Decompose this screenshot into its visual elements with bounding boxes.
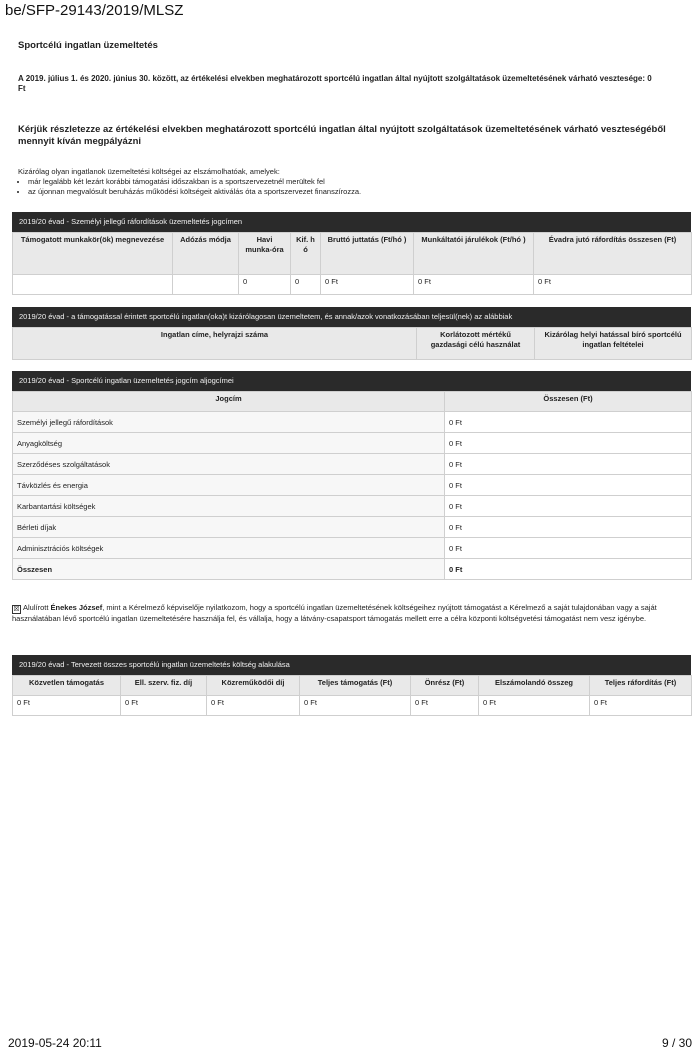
table-cell: Szerződéses szolgáltatások — [13, 454, 445, 475]
table-cell: 0 Ft — [300, 696, 411, 716]
column-header: Támogatott munkakör(ök) megnevezése — [13, 233, 173, 275]
table-cell: 0 Ft — [13, 696, 121, 716]
column-header: Elszámolandó összeg — [479, 676, 590, 696]
table-cell — [173, 275, 239, 295]
table-cell: 0 Ft — [479, 696, 590, 716]
column-header: Teljes támogatás (Ft) — [300, 676, 411, 696]
page-id: be/SFP-29143/2019/MLSZ — [5, 2, 184, 19]
column-header: Havi munka-óra — [239, 233, 291, 275]
table-cell: 0 Ft — [445, 496, 692, 517]
table-title: 2019/20 évad - Sportcélú ingatlan üzemeltetés jogcím aljogcímei — [12, 371, 691, 391]
table-title: 2019/20 évad - Személyi jellegű ráfordítások üzemeltetés jogcímen — [12, 212, 691, 232]
representative-name: Énekes József — [50, 603, 103, 612]
declaration — [12, 603, 690, 624]
table-row — [13, 496, 692, 517]
table-row — [13, 412, 692, 433]
total-row — [13, 559, 692, 580]
table-row — [13, 696, 692, 716]
table-cell: 0 Ft — [121, 696, 207, 716]
column-header: Közvetlen támogatás — [13, 676, 121, 696]
table-cell: Adminisztrációs költségek — [13, 538, 445, 559]
table-row — [13, 454, 692, 475]
declaration-checkbox[interactable]: ☒ — [13, 606, 20, 613]
section-title: Sportcélú ingatlan üzemeltetés — [18, 40, 158, 51]
table-cell: 0 Ft — [411, 696, 479, 716]
table-row — [13, 538, 692, 559]
property-conditions-table — [12, 307, 691, 360]
table-cell: 0 Ft — [534, 275, 692, 295]
eligibility-item: • az újonnan megvalósult beruházás működési költségeit aktiválás óta a sportszervezet finanszírozza. — [28, 187, 678, 197]
eligibility-list — [18, 177, 678, 197]
table-row — [13, 517, 692, 538]
table-cell: 0 Ft — [445, 538, 692, 559]
column-header: Bruttó juttatás (Ft/hó ) — [321, 233, 414, 275]
table-cell: 0 Ft — [445, 475, 692, 496]
table-cell: 0 Ft — [207, 696, 300, 716]
table-cell: 0 Ft — [445, 412, 692, 433]
column-header: Jogcím — [13, 392, 445, 412]
request-text: Kérjük részletezze az értékelési elvekben meghatározott sportcélú ingatlan által nyújtott szolgáltatások üzemeltetésének várható veszteségéből mennyit kíván megpályázni — [18, 124, 666, 147]
table-cell: Személyi jellegű ráfordítások — [13, 412, 445, 433]
table-cell: Távközlés és energia — [13, 475, 445, 496]
table-cell: 0 Ft — [590, 696, 692, 716]
table-cell: 0 Ft — [321, 275, 414, 295]
table-cell: 0 Ft — [445, 517, 692, 538]
table-row — [13, 433, 692, 454]
eligibility-item: • már legalább két lezárt korábbi támogatási időszakban is a sportszervezetnél merültek fel — [28, 177, 678, 187]
column-header: Teljes ráfordítás (Ft) — [590, 676, 692, 696]
declaration-prefix: Alulírott — [23, 603, 51, 612]
column-header: Évadra jutó ráfordítás összesen (Ft) — [534, 233, 692, 275]
table-cell: 0 Ft — [414, 275, 534, 295]
table-cell: 0 Ft — [445, 559, 692, 580]
intro-text: A 2019. július 1. és 2020. június 30. között, az értékelési elvekben meghatározott sportcélú ingatlan által nyújtott szolgáltatások üzemeltetésének várható vesztesége: 0 Ft — [18, 74, 652, 93]
table-row — [13, 275, 692, 295]
column-header: Közreműködői díj — [207, 676, 300, 696]
table-cell: Karbantartási költségek — [13, 496, 445, 517]
footer-datetime: 2019-05-24 20:11 — [8, 1036, 102, 1050]
column-header: Ell. szerv. fiz. díj — [121, 676, 207, 696]
personnel-costs-table — [12, 212, 691, 295]
table-cell: Bérleti díjak — [13, 517, 445, 538]
eligibility-block — [18, 167, 678, 197]
table-cell — [13, 275, 173, 295]
column-header: Kizárólag helyi hatással bíró sportcélú ingatlan feltételei — [535, 328, 692, 360]
table-cell: 0 Ft — [445, 433, 692, 454]
column-header: Ingatlan címe, helyrajzi száma — [13, 328, 417, 360]
table-title: 2019/20 évad - Tervezett összes sportcélú ingatlan üzemeltetés költség alakulása — [12, 655, 691, 675]
planned-costs-table — [12, 655, 691, 716]
column-header: Összesen (Ft) — [445, 392, 692, 412]
table-cell: Anyagköltség — [13, 433, 445, 454]
column-header: Kif. h ó — [291, 233, 321, 275]
column-header: Korlátozott mértékű gazdasági célú használat — [417, 328, 535, 360]
table-cell: Összesen — [13, 559, 445, 580]
page-number: 9 / 30 — [661, 1036, 692, 1050]
column-header: Adózás módja — [173, 233, 239, 275]
table-cell: 0 Ft — [445, 454, 692, 475]
column-header: Önrész (Ft) — [411, 676, 479, 696]
subcategories-table — [12, 371, 691, 580]
table-title: 2019/20 évad - a támogatással érintett sportcélú ingatlan(oka)t kizárólagosan üzemeltetem, és annak/azok vonatkozásában teljesül(nek) az alábbiak — [12, 307, 691, 327]
column-header: Munkáltatói járulékok (Ft/hó ) — [414, 233, 534, 275]
eligibility-lead: Kizárólag olyan ingatlanok üzemeltetési költségei az elszámolhatóak, amelyek: — [18, 167, 280, 176]
table-cell: 0 — [291, 275, 321, 295]
table-cell: 0 — [239, 275, 291, 295]
declaration-text: , mint a Kérelmező képviselője nyilatkozom, hogy a sportcélú ingatlan üzemeltetésének költségeihez nyújtott támogatást a Kérelmező a saját tulajdonában vagy a saját használatában lévő sportcélú ingatlan üzemeltetésére használja fel, és vállalja, hogy a látvány-csapatsport támogatás mellett erre a célra központi költségvetési támogatást nem vesz igénybe. — [12, 603, 657, 623]
table-row — [13, 475, 692, 496]
